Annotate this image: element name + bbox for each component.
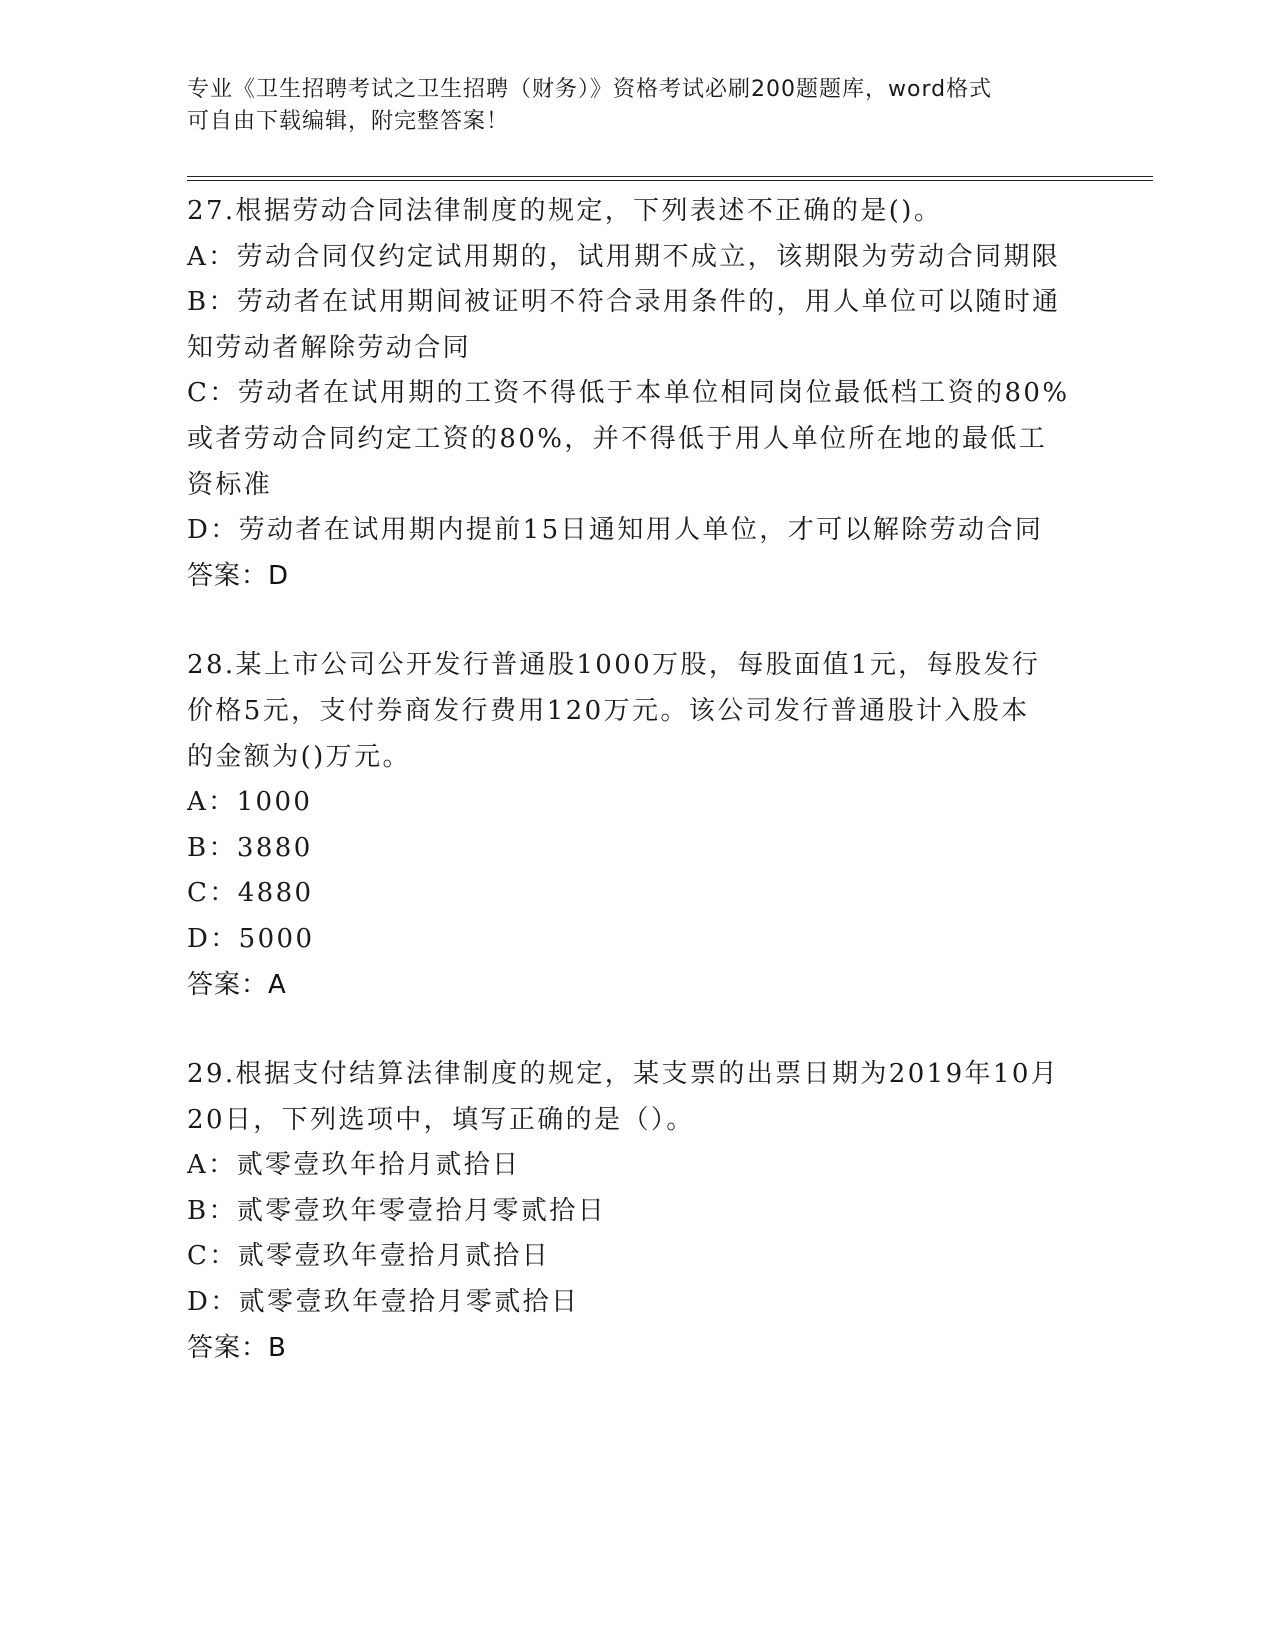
option-line: A：劳动合同仅约定试用期的，试用期不成立，该期限为劳动合同期限 — [187, 241, 1061, 272]
option-line: C：贰零壹玖年壹拾月贰拾日 — [187, 1241, 551, 1272]
option-line: 知劳动者解除劳动合同 — [187, 332, 472, 363]
option-d — [187, 917, 1087, 963]
option-line: C：劳动者在试用期的工资不得低于本单位相同岗位最低档工资的80% — [187, 378, 1070, 409]
option-line: D：5000 — [187, 923, 315, 954]
option-a — [187, 235, 1087, 281]
option-line: 或者劳动合同约定工资的80%，并不得低于用人单位所在地的最低工 — [187, 423, 1048, 454]
question-28 — [187, 643, 1087, 1008]
option-c — [187, 371, 1087, 508]
stem-line: 27.根据劳动合同法律制度的规定，下列表述不正确的是()。 — [187, 196, 943, 226]
option-line: B：劳动者在试用期间被证明不符合录用条件的，用人单位可以随时通 — [187, 287, 1061, 318]
stem-line: 20日，下列选项中，填写正确的是（）。 — [187, 1104, 695, 1135]
option-d — [187, 1280, 1087, 1326]
header-line-2: 可自由下载编辑，附完整答案！ — [187, 109, 510, 134]
stem-line: 价格5元，支付券商发行费用120万元。该公司发行普通股计入股本 — [187, 695, 1030, 726]
option-line: D：贰零壹玖年壹拾月零贰拾日 — [187, 1287, 580, 1318]
option-a — [187, 1143, 1087, 1189]
option-b — [187, 280, 1087, 371]
option-d — [187, 508, 1087, 554]
document-header — [187, 74, 1067, 138]
header-double-rule — [187, 176, 1153, 181]
option-line: A：1000 — [187, 787, 313, 818]
question-stem — [187, 189, 1087, 235]
question-list — [187, 189, 1087, 1415]
question-27 — [187, 189, 1087, 599]
stem-line: 29.根据支付结算法律制度的规定，某支票的出票日期为2019年10月 — [187, 1059, 1060, 1090]
answer-label: 答案：A — [187, 969, 287, 1000]
option-line: A：贰零壹玖年拾月贰拾日 — [187, 1150, 521, 1181]
stem-line: 的金额为()万元。 — [187, 741, 411, 772]
option-b — [187, 1189, 1087, 1235]
option-line: B：3880 — [187, 832, 313, 863]
option-c — [187, 1234, 1087, 1280]
question-stem — [187, 643, 1087, 780]
option-a — [187, 780, 1087, 826]
answer-label: 答案：B — [187, 1332, 287, 1363]
option-b — [187, 826, 1087, 872]
option-line: D：劳动者在试用期内提前15日通知用人单位，才可以解除劳动合同 — [187, 515, 1044, 546]
question-29 — [187, 1052, 1087, 1371]
answer-label: 答案：D — [187, 560, 290, 591]
option-line: B：贰零壹玖年零壹拾月零贰拾日 — [187, 1195, 607, 1226]
option-c — [187, 871, 1087, 917]
stem-line: 28.某上市公司公开发行普通股1000万股，每股面值1元，每股发行 — [187, 650, 1041, 681]
question-stem — [187, 1052, 1087, 1143]
option-line: C：4880 — [187, 878, 314, 909]
header-line-1: 专业《卫生招聘考试之卫生招聘（财务）》资格考试必刷200题题库，word格式 — [187, 77, 993, 102]
option-line: 资标准 — [187, 469, 273, 500]
